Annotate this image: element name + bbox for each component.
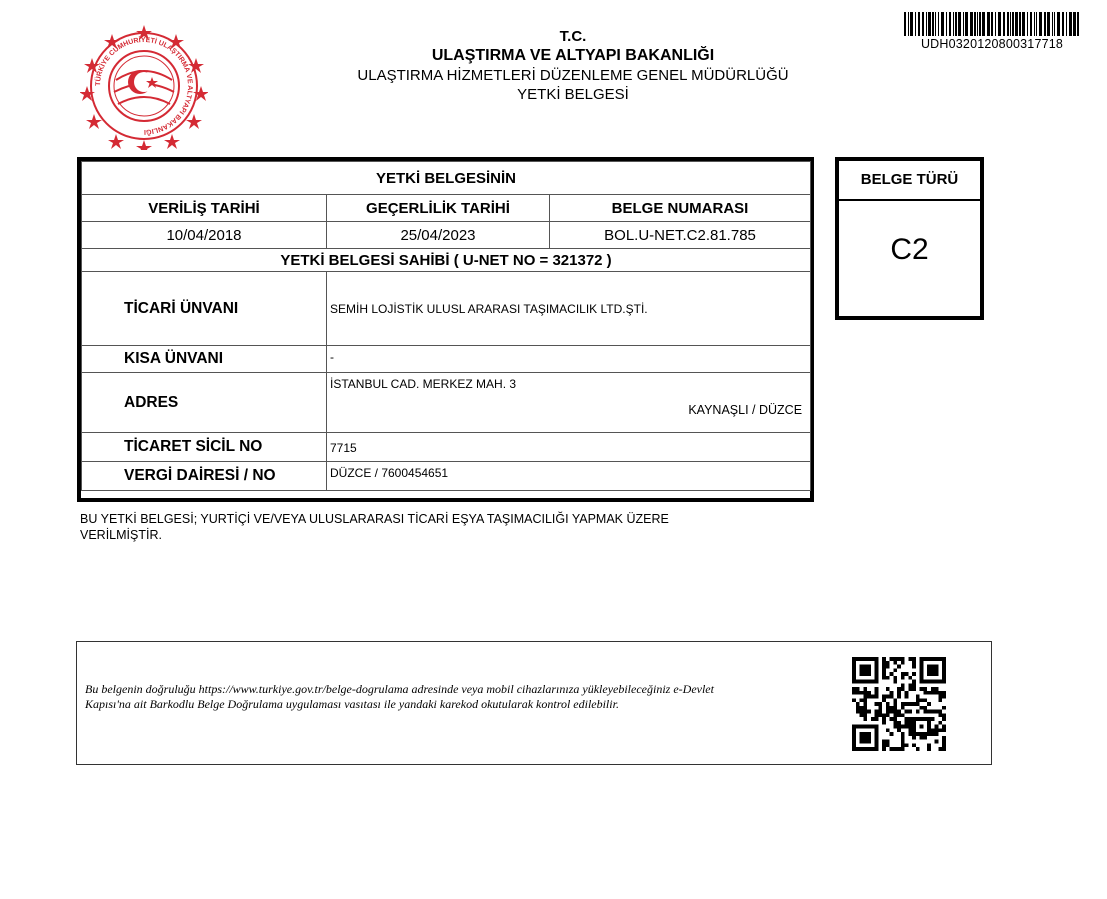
certificate-title: YETKİ BELGESİNİN [82, 162, 811, 195]
column-validity-date: GEÇERLİLİK TARİHİ [327, 195, 550, 222]
verification-text [85, 682, 825, 712]
address-value [327, 373, 811, 433]
issue-date: 10/04/2018 [82, 222, 327, 249]
verification-box [76, 641, 992, 765]
barcode-graphic [904, 12, 1080, 36]
note-line-1: BU YETKİ BELGESİ; YURTİÇİ VE/VEYA ULUSLARARASI TİCARİ EŞYA TAŞIMACILIĞI YAPMAK ÜZERE [80, 512, 669, 526]
document-type-title: BELGE TÜRÜ [839, 161, 980, 201]
column-issue-date: VERİLİŞ TARİHİ [82, 195, 327, 222]
verification-line-2: Kapısı'na ait Barkodlu Belge Doğrulama uygulaması vasıtası ile yandaki karekod okutularak kontrol edilebilir. [85, 697, 619, 711]
address-line-2: KAYNAŞLI / DÜZCE [688, 403, 803, 417]
ministry-seal-icon [80, 22, 208, 150]
seal-graphic [80, 22, 208, 150]
header-department: ULAŞTIRMA HİZMETLERİ DÜZENLEME GENEL MÜDÜRLÜĞÜ [357, 67, 789, 84]
document-header [300, 28, 846, 104]
header-tc: T.C. [559, 28, 587, 45]
document-number: BOL.U-NET.C2.81.785 [550, 222, 811, 249]
tax-value: DÜZCE / 7600454651 [327, 462, 811, 491]
note-line-2: VERİLMİŞTİR. [80, 528, 162, 542]
document-type-value: C2 [890, 233, 929, 266]
verification-line-1: Bu belgenin doğruluğu https://www.turkiye.gov.tr/belge-dogrulama adresinde veya mobil cihazlarınıza yükleyebileceğiniz e-Devlet [85, 682, 714, 696]
qr-code-icon [852, 657, 946, 751]
tax-label: VERGİ DAİRESİ / NO [82, 462, 327, 491]
address-label: ADRES [82, 373, 327, 433]
holder-title: YETKİ BELGESİ SAHİBİ ( U-NET NO = 321372 ) [82, 249, 811, 272]
barcode-icon [904, 12, 1080, 36]
header-ministry: ULAŞTIRMA VE ALTYAPI BAKANLIĞI [431, 47, 715, 64]
trade-name-value: SEMİH LOJİSTİK ULUSL ARARASI TAŞIMACILIK LTD.ŞTİ. [327, 272, 811, 346]
seal-text: TÜRKİYE CUMHURİYETİ ULAŞTIRMA VE ALTYAPI BAKANLIĞI [94, 36, 194, 136]
certificate-table [77, 157, 814, 502]
short-name-label: KISA ÜNVANI [82, 346, 327, 373]
column-document-number: BELGE NUMARASI [550, 195, 811, 222]
document-type-box [835, 157, 984, 320]
short-name-value: - [327, 346, 811, 373]
authorization-note [80, 511, 760, 543]
registry-label: TİCARET SİCİL NO [82, 433, 327, 462]
header-document-name: YETKİ BELGESİ [517, 86, 629, 103]
qr-graphic [852, 657, 946, 751]
validity-date: 25/04/2023 [327, 222, 550, 249]
barcode-number: UDH0320120800317718 [920, 37, 1064, 51]
address-line-1: İSTANBUL CAD. MERKEZ MAH. 3 [330, 377, 517, 391]
trade-name-label: TİCARİ ÜNVANI [82, 272, 327, 346]
registry-value: 7715 [327, 433, 811, 462]
